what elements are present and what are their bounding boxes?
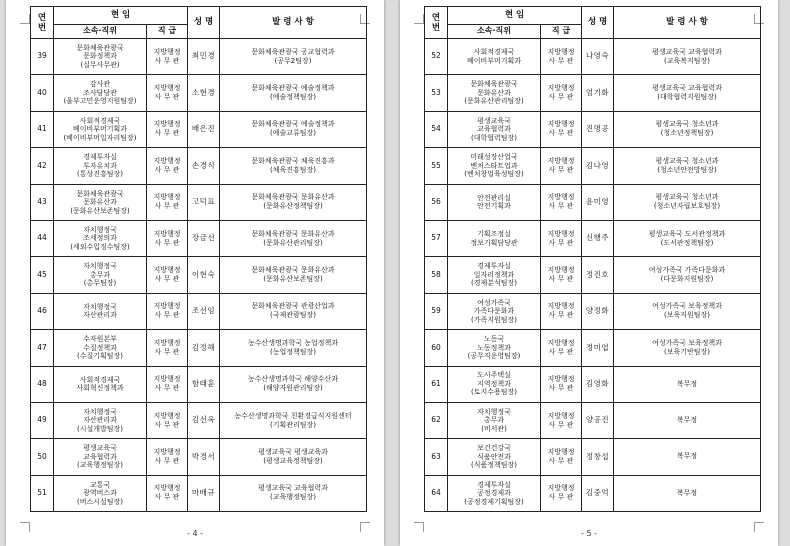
row-name: 정진호	[582, 257, 614, 293]
row-number: 46	[31, 293, 54, 329]
row-name: 김영화	[582, 366, 614, 402]
row-department: 사회적경제국 사회혁신정책과	[54, 366, 147, 402]
table-row	[31, 366, 367, 402]
row-grade: 지방행정 사 무 관	[147, 220, 188, 256]
row-remarks: 문화체육관광국 문화유산과 (문화유산보존팀장)	[220, 257, 367, 293]
row-name: 정창섭	[582, 439, 614, 475]
row-department: 기획조정실 정보기획담당관	[448, 220, 541, 256]
row-grade: 지방행정 사 무 관	[541, 148, 582, 184]
row-name: 이현숙	[188, 257, 220, 293]
row-department: 사회적경제국 베이비부머기획과 (베이비부머일자리팀장)	[54, 111, 147, 147]
row-number: 58	[425, 257, 448, 293]
row-number: 43	[31, 184, 54, 220]
row-grade: 지방행정 사 무 관	[147, 257, 188, 293]
row-department: 자치행정국 총무과 (비서관)	[448, 402, 541, 438]
row-remarks: 문화체육관광국 예술정책과 (예술정책팀장)	[220, 75, 367, 111]
personnel-table-right	[424, 6, 761, 512]
table-row	[31, 220, 367, 256]
table-row	[31, 39, 367, 75]
header-name: 성 명	[188, 7, 220, 39]
row-grade: 지방행정 사 무 관	[147, 39, 188, 75]
row-remarks: 여성가족국 가족다문화과 (다문화지원팀장)	[614, 257, 761, 293]
header-name: 성 명	[582, 7, 614, 39]
row-number: 52	[425, 39, 448, 75]
row-number: 45	[31, 257, 54, 293]
row-department: 사회적경제국 베이비부머기획과	[448, 39, 541, 75]
row-number: 54	[425, 111, 448, 147]
row-name: 장금선	[188, 220, 220, 256]
row-remarks: 평생교육국 교육협력과 (교육행정팀장)	[220, 475, 367, 511]
table-row	[425, 402, 761, 438]
row-remarks: 문화체육관광국 문화유산과 (문화유산관리팀장)	[220, 220, 367, 256]
table-row	[31, 148, 367, 184]
row-grade: 지방행정 사 무 관	[147, 366, 188, 402]
row-name: 마배규	[188, 475, 220, 511]
row-department: 감사관 조사담당관 (울부고민운영지원팀장)	[54, 75, 147, 111]
row-number: 55	[425, 148, 448, 184]
header-serial: 연 번	[31, 7, 54, 39]
page-number: - 5 -	[581, 529, 597, 538]
row-department: 평생교육국 교육협력과 (대학협력팀장)	[448, 111, 541, 147]
row-grade: 지방행정 사 무 관	[541, 257, 582, 293]
document-page-left	[6, 0, 384, 546]
row-grade: 지방행정 사 무 관	[541, 75, 582, 111]
table-row	[425, 475, 761, 511]
header-dept-position: 소속·직위	[448, 25, 541, 39]
row-number: 61	[425, 366, 448, 402]
row-name: 함태훈	[188, 366, 220, 402]
row-name: 진명공	[582, 111, 614, 147]
row-name: 엄기화	[582, 75, 614, 111]
row-name: 나영숙	[582, 39, 614, 75]
header-remarks: 발 령 사 항	[614, 7, 761, 39]
table-row	[425, 257, 761, 293]
table-row	[31, 293, 367, 329]
row-name: 손경식	[188, 148, 220, 184]
header-dept-position: 소속·직위	[54, 25, 147, 39]
row-remarks: 평생교육국 청소년과 (청소년자립보호팀장)	[614, 184, 761, 220]
table-row	[31, 330, 367, 366]
row-department: 경제투자실 투자유치과 (통상진흥팀장)	[54, 148, 147, 184]
header-current: 현 임	[448, 7, 582, 25]
row-number: 59	[425, 293, 448, 329]
row-remarks: 문화체육관광국 체육진흥과 (체육진흥팀장)	[220, 148, 367, 184]
table-row	[425, 330, 761, 366]
header-remarks: 발 령 사 항	[220, 7, 367, 39]
row-remarks: 농수산생명과학국 친환경급식지원센터 (기획관리팀장)	[220, 402, 367, 438]
row-number: 53	[425, 75, 448, 111]
row-grade: 지방행정 사 무 관	[541, 220, 582, 256]
row-remarks: 농수산생명과학국 농업정책과 (농업정책팀장)	[220, 330, 367, 366]
row-name: 고덕표	[188, 184, 220, 220]
row-name: 신행주	[582, 220, 614, 256]
row-number: 41	[31, 111, 54, 147]
row-remarks: 복무정	[614, 475, 761, 511]
row-grade: 지방행정 사 무 관	[147, 111, 188, 147]
row-department: 문화체육관광국 문화유산과 (문화유산보존팀장)	[54, 184, 147, 220]
table-row	[425, 293, 761, 329]
row-number: 57	[425, 220, 448, 256]
row-grade: 지방행정 사 무 관	[147, 148, 188, 184]
row-department: 도시주택실 지역정책과 (토지수용팀장)	[448, 366, 541, 402]
row-number: 42	[31, 148, 54, 184]
row-grade: 지방행정 사 무 관	[541, 184, 582, 220]
row-number: 56	[425, 184, 448, 220]
row-grade: 지방행정 사 무 관	[541, 439, 582, 475]
row-remarks: 문화체육관광국 예술정책과 (예술교류팀장)	[220, 111, 367, 147]
row-remarks: 평생교육국 도서관정책과 (도서관정책팀장)	[614, 220, 761, 256]
row-grade: 지방행정 사 무 관	[147, 184, 188, 220]
row-remarks: 평생교육국 청소년과 (청소년안전망팀장)	[614, 148, 761, 184]
row-grade: 지방행정 사 무 관	[541, 475, 582, 511]
table-row	[31, 439, 367, 475]
row-remarks: 평생교육국 교육협력과 (대학협력지원팀장)	[614, 75, 761, 111]
row-number: 44	[31, 220, 54, 256]
row-department: 경제투자실 공정경제과 (공정경제기획팀장)	[448, 475, 541, 511]
table-row	[425, 75, 761, 111]
table-row	[425, 439, 761, 475]
table-row	[425, 366, 761, 402]
row-grade: 지방행정 사 무 관	[541, 39, 582, 75]
table-row	[31, 111, 367, 147]
personnel-table-left	[30, 6, 367, 512]
row-department: 자치행정국 자산관리과	[54, 293, 147, 329]
row-remarks: 평생교육국 교육협력과 (교육복지팀장)	[614, 39, 761, 75]
row-name: 윤미영	[582, 184, 614, 220]
row-department: 경제투자실 일자리정책과 (경제분석팀장)	[448, 257, 541, 293]
row-name: 김중억	[582, 475, 614, 511]
table-row	[31, 475, 367, 511]
header-serial: 연 번	[425, 7, 448, 39]
table-row	[425, 220, 761, 256]
row-number: 62	[425, 402, 448, 438]
row-name: 최민경	[188, 39, 220, 75]
row-number: 49	[31, 402, 54, 438]
row-department: 여성가족국 가족다문화과 (가족지원팀장)	[448, 293, 541, 329]
row-name: 김정해	[188, 330, 220, 366]
row-remarks: 복무정	[614, 366, 761, 402]
row-remarks: 평생교육국 청소년과 (청소년정책팀장)	[614, 111, 761, 147]
header-current: 현 임	[54, 7, 188, 25]
row-grade: 지방행정 사 무 관	[147, 75, 188, 111]
row-number: 47	[31, 330, 54, 366]
row-grade: 지방행정 사 무 관	[147, 439, 188, 475]
row-number: 50	[31, 439, 54, 475]
header-grade: 직 급	[541, 25, 582, 39]
row-remarks: 문화체육관광국 관광산업과 (국제관광팀장)	[220, 293, 367, 329]
table-row	[425, 148, 761, 184]
row-department: 노동국 노동정책과 (공무직운영팀장)	[448, 330, 541, 366]
row-remarks: 여성가족국 보육정책과 (보육기반팀장)	[614, 330, 761, 366]
row-grade: 지방행정 사 무 관	[541, 366, 582, 402]
row-remarks: 여성가족국 보육정책과 (보육지원팀장)	[614, 293, 761, 329]
table-row	[31, 184, 367, 220]
row-department: 교통국 광역버스과 (버스시설팀장)	[54, 475, 147, 511]
row-remarks: 평생교육국 평생교육과 (평생교육정책팀장)	[220, 439, 367, 475]
table-row	[425, 39, 761, 75]
row-number: 48	[31, 366, 54, 402]
table-row	[31, 75, 367, 111]
row-number: 51	[31, 475, 54, 511]
row-name: 배은진	[188, 111, 220, 147]
row-grade: 지방행정 사 무 관	[147, 330, 188, 366]
row-number: 60	[425, 330, 448, 366]
row-grade: 지방행정 사 무 관	[147, 475, 188, 511]
row-department: 자치행정국 총무과 (총무팀장)	[54, 257, 147, 293]
row-department: 자치행정국 자산관리과 (시설개발팀장)	[54, 402, 147, 438]
row-remarks: 복무정	[614, 402, 761, 438]
row-name: 박경서	[188, 439, 220, 475]
document-page-right	[400, 0, 778, 546]
row-name: 양공진	[582, 402, 614, 438]
header-grade: 직 급	[147, 25, 188, 39]
table-row	[425, 111, 761, 147]
row-number: 64	[425, 475, 448, 511]
row-name: 정미엽	[582, 330, 614, 366]
page-number: - 4 -	[187, 529, 203, 538]
row-remarks: 복무정	[614, 439, 761, 475]
row-remarks: 농수산생명과학국 해양수산과 (해양자원관리팀장)	[220, 366, 367, 402]
row-department: 문화체육관광국 문화정책과 (실무사무관)	[54, 39, 147, 75]
row-grade: 지방행정 사 무 관	[147, 402, 188, 438]
row-department: 문화체육관광국 문화유산과 (문화유산관리팀장)	[448, 75, 541, 111]
row-department: 미래성장산업국 벤처스타트업과 (벤처창업육성팀장)	[448, 148, 541, 184]
row-name: 김선옥	[188, 402, 220, 438]
row-remarks: 문화체육관광국 문화유산과 (문화유산정책팀장)	[220, 184, 367, 220]
row-name: 조선임	[188, 293, 220, 329]
row-name: 김나영	[582, 148, 614, 184]
row-number: 63	[425, 439, 448, 475]
row-grade: 지방행정 사 무 관	[541, 402, 582, 438]
row-grade: 지방행정 사 무 관	[147, 293, 188, 329]
row-grade: 지방행정 사 무 관	[541, 330, 582, 366]
row-name: 소현경	[188, 75, 220, 111]
row-department: 안전관리실 안전기획과	[448, 184, 541, 220]
row-grade: 지방행정 사 무 관	[541, 293, 582, 329]
row-number: 39	[31, 39, 54, 75]
row-department: 보건건강국 식품안전과 (식품정책팀장)	[448, 439, 541, 475]
row-remarks: 문화체육관광국 공교협력과 (공무2팀장)	[220, 39, 367, 75]
row-number: 40	[31, 75, 54, 111]
row-department: 수자원본부 수질정책과 (수질기획팀장)	[54, 330, 147, 366]
row-name: 양정화	[582, 293, 614, 329]
table-row	[31, 402, 367, 438]
row-department: 자치행정국 조세정의과 (세외수입징수팀장)	[54, 220, 147, 256]
row-grade: 지방행정 사 무 관	[541, 111, 582, 147]
table-row	[425, 184, 761, 220]
table-row	[31, 257, 367, 293]
row-department: 평생교육국 교육협력과 (교육행정팀장)	[54, 439, 147, 475]
